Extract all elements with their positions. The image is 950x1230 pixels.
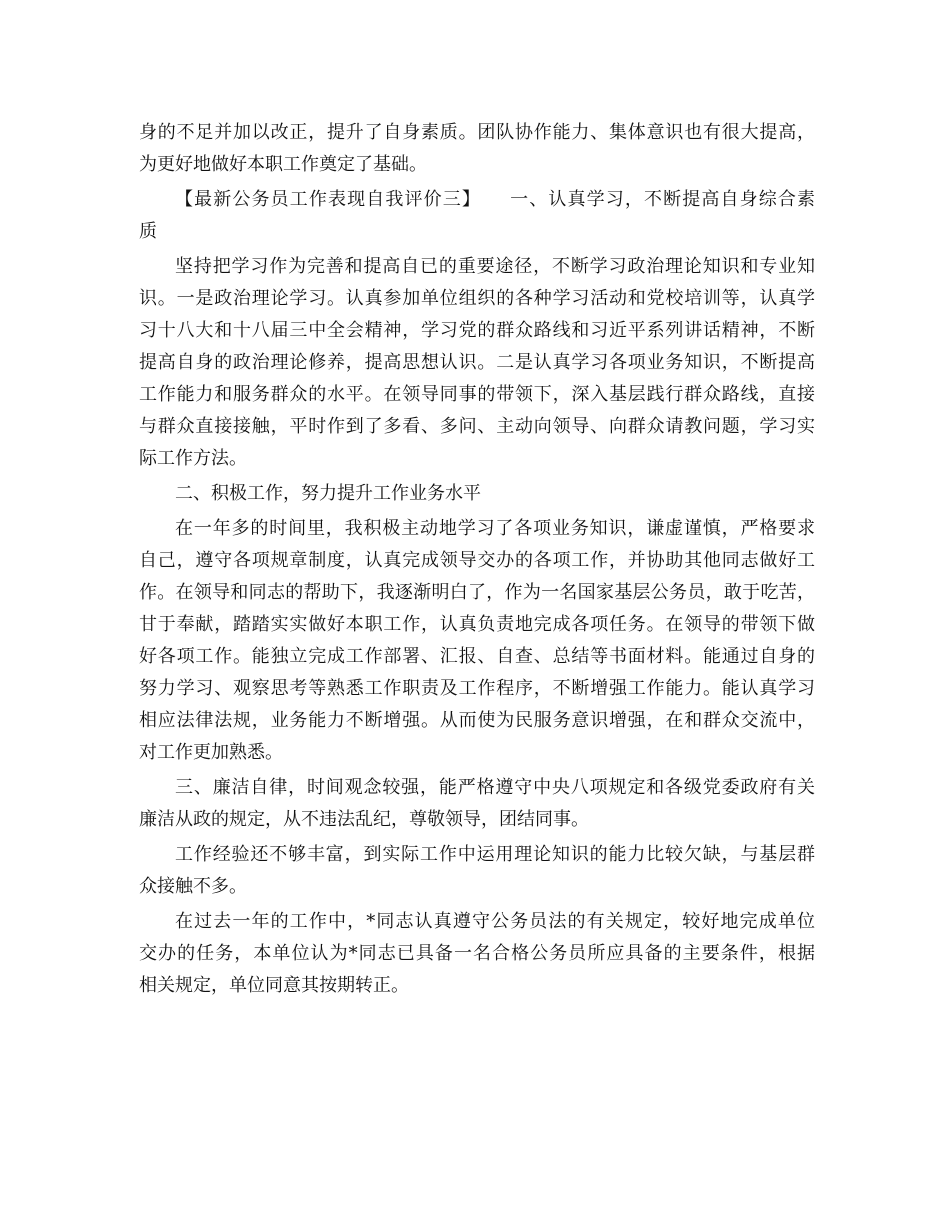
paragraph-line: 相关规定，单位同意其按期转正。 (139, 975, 409, 996)
paragraph-line: 提高自身的政治理论修养，提高思想认识。二是认真学习各项业务知识，不断提高 (139, 352, 815, 373)
paragraph-line: 坚持把学习作为完善和提高自已的重要途径，不断学习政治理论知识和专业知 (175, 256, 815, 277)
paragraph-3 (139, 251, 815, 475)
paragraph-line: 身的不足并加以改正，提升了自身素质。团队协作能力、集体意识也有很大提高， (139, 122, 815, 143)
paragraph-line: 对工作更加熟悉。 (139, 742, 283, 763)
paragraph-line: 二、积极工作，努力提升工作业务水平 (175, 483, 481, 504)
paragraph-line: 众接触不多。 (139, 876, 247, 897)
paragraph-line: 在一年多的时间里，我积极主动地学习了各项业务知识，谦虚谨慎，严格要求 (175, 518, 815, 539)
paragraph-line: 自己，遵守各项规章制度，认真完成领导交办的各项工作，并协助其他同志做好工 (139, 550, 815, 571)
paragraph-line: 际工作方法。 (139, 448, 247, 469)
paragraph-line: 相应法律法规，业务能力不断增强。从而使为民服务意识增强，在和群众交流中， (139, 710, 815, 731)
paragraph-line: 三、廉洁自律，时间观念较强，能严格遵守中央八项规定和各级党委政府有关 (175, 777, 815, 798)
paragraph-line: 好各项工作。能独立完成工作部署、汇报、自查、总结等书面材料。能通过自身的 (139, 646, 815, 667)
paragraph-6 (139, 772, 815, 836)
paragraph-line: 质 (139, 221, 157, 242)
document-body (139, 117, 815, 1002)
paragraph-4-heading (139, 478, 815, 510)
paragraph-line: 与群众直接接触，平时作到了多看、多问、主动向领导、向群众请教问题，学习实 (139, 416, 815, 437)
paragraph-line: 作。在领导和同志的帮助下，我逐渐明白了，作为一名国家基层公务员，敢于吃苦， (139, 582, 815, 603)
paragraph-line: 在过去一年的工作中，*同志认真遵守公务员法的有关规定，较好地完成单位 (175, 911, 815, 932)
paragraph-line: 交办的任务，本单位认为*同志已具备一名合格公务员所应具备的主要条件，根据 (139, 943, 815, 964)
paragraph-line: 努力学习、观察思考等熟悉工作职责及工作程序，不断增强工作能力。能认真学习 (139, 678, 815, 699)
paragraph-line: 识。一是政治理论学习。认真参加单位组织的各种学习活动和党校培训等，认真学 (139, 288, 815, 309)
paragraph-8 (139, 906, 815, 1002)
paragraph-7 (139, 839, 815, 903)
paragraph-2-section-heading (139, 184, 815, 248)
paragraph-5 (139, 513, 815, 769)
paragraph-1 (139, 117, 815, 181)
paragraph-line: 为更好地做好本职工作奠定了基础。 (139, 154, 427, 175)
paragraph-line: 工作能力和服务群众的水平。在领导同事的带领下，深入基层践行群众路线，直接 (139, 384, 815, 405)
paragraph-line: 甘于奉献，踏踏实实做好本职工作，认真负责地完成各项任务。在领导的带领下做 (139, 614, 815, 635)
paragraph-line: 工作经验还不够丰富，到实际工作中运用理论知识的能力比较欠缺，与基层群 (175, 844, 815, 865)
paragraph-line: 廉洁从政的规定，从不违法乱纪，尊敬领导，团结同事。 (139, 809, 589, 830)
paragraph-line: 【最新公务员工作表现自我评价三】 一、认真学习，不断提高自身综合素 (175, 189, 815, 210)
paragraph-line: 习十八大和十八届三中全会精神，学习党的群众路线和习近平系列讲话精神，不断 (139, 320, 815, 341)
